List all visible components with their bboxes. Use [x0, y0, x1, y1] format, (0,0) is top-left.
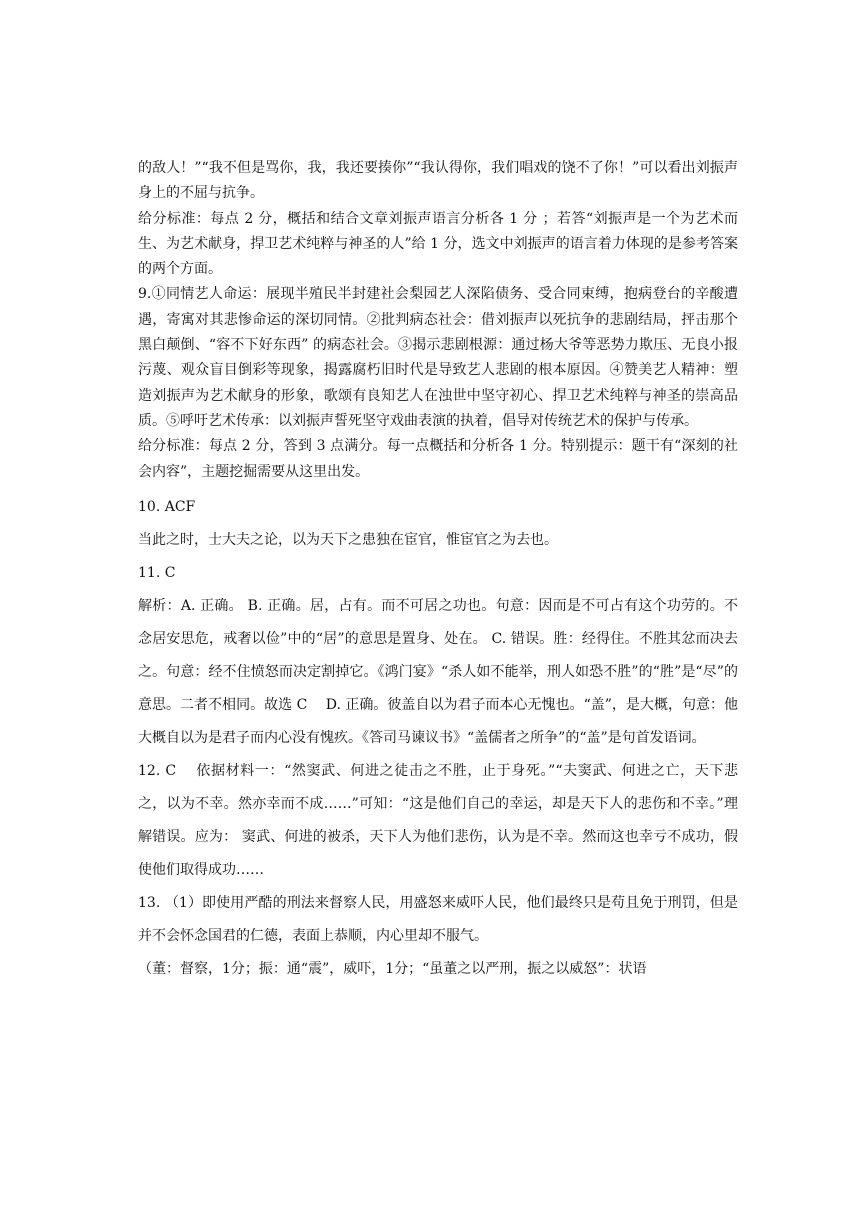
- scoring-criteria-8: 给分标准：每点 2 分，概括和结合文章刘振声语言分析各 1 分 ；若答“刘振声是一个为艺术而生、为艺术献身，捍卫艺术纯粹与神圣的人”给 1 分，选文中刘振声的语言着力体现的是参考答案的两个方面。: [138, 210, 738, 278]
- answer-8-continuation: 的敌人！”“我不但是骂你，我，我还要揍你”“我认得你，我们唱戏的饶不了你！”可以看出刘振声身上的不屈与抗争。: [138, 160, 738, 202]
- answer-11: 11. C: [138, 564, 176, 581]
- answer-11-analysis: 解析：A. 正确。 B. 正确。居，占有。而不可居之功也。句意：因而是不可占有这个功劳的。不念居安思危，戒奢以俭”中的“居”的意思是置身、处在。 C. 错误。胜：经得住。不胜其忿而决去之。句意：经不住愤怒而决定割掉它。《鸿门宴》“杀人如不能举，刑人如恐不胜”的“胜”是“尽”的意思。二者不相同。故选 C D. 正确。彼盖自以为君子而本心无愧也。“盖”，是大概，句意：他大概自以为是君子而内心没有愧疚。《答司马谏议书》“盖儒者之所争”的“盖”是句首发语词。: [138, 597, 738, 746]
- answer-9: 9.①同情艺人命运：展现半殖民半封建社会梨园艺人深陷债务、受合同束缚，抱病登台的辛酸遭遇，寄寓对其悲惨命运的深切同情。②批判病态社会：借刘振声以死抗争的悲剧结局，抨击那个黑白颠倒、“容不下好东西” 的病态社会。③揭示悲剧根源：通过杨大爷等恶势力欺压、无良小报污蔑、观众盲目倒彩等现象，揭露腐朽旧时代是导致艺人悲剧的根本原因。④赞美艺人精神：塑造刘振声为艺术献身的形象，歌颂有良知艺人在浊世中坚守初心、捍卫艺术纯粹与神圣的崇高品质。⑤呼吁艺术传承：以刘振声誓死坚守戏曲表演的执着，倡导对传统艺术的保护与传承。: [138, 286, 738, 429]
- answer-10-sentence: 当此之时，士大夫之论，以为天下之患独在宦官，惟宦官之为去也。: [138, 531, 558, 548]
- answer-12: 12. C 依据材料一：“然窦武、何进之徒击之不胜，止于身死。”“夫窦武、何进之亡，天下悲之，以为不幸。然亦幸而不成……”可知：“这是他们自己的幸运，却是天下人的悲伤和不幸。”理解错误。应为： 窦武、何进的被杀，天下人为他们悲伤，认为是不幸。然而这也幸亏不成功，假使他们取得成功……: [138, 762, 738, 878]
- answer-10: 10. ACF: [138, 498, 196, 515]
- scoring-criteria-9: 给分标准：每点 2 分，答到 3 点满分。每一点概括和分析各 1 分。特别提示：题干有“深刻的社会内容”，主题挖掘需要从这里出发。: [138, 438, 738, 480]
- answer-13-scoring-notes: （董：督察，1分；振：通“震”，威吓，1分；“虽董之以严刑，振之以威怒”：状语: [138, 960, 647, 977]
- document-body: [138, 156, 738, 986]
- answer-13-part-1: 13. （1）即使用严酷的刑法来督察人民，用盛怒来威吓人民，他们最终只是苟且免于刑罚，但是并不会怀念国君的仁德，表面上恭顺，内心里却不服气。: [138, 894, 738, 944]
